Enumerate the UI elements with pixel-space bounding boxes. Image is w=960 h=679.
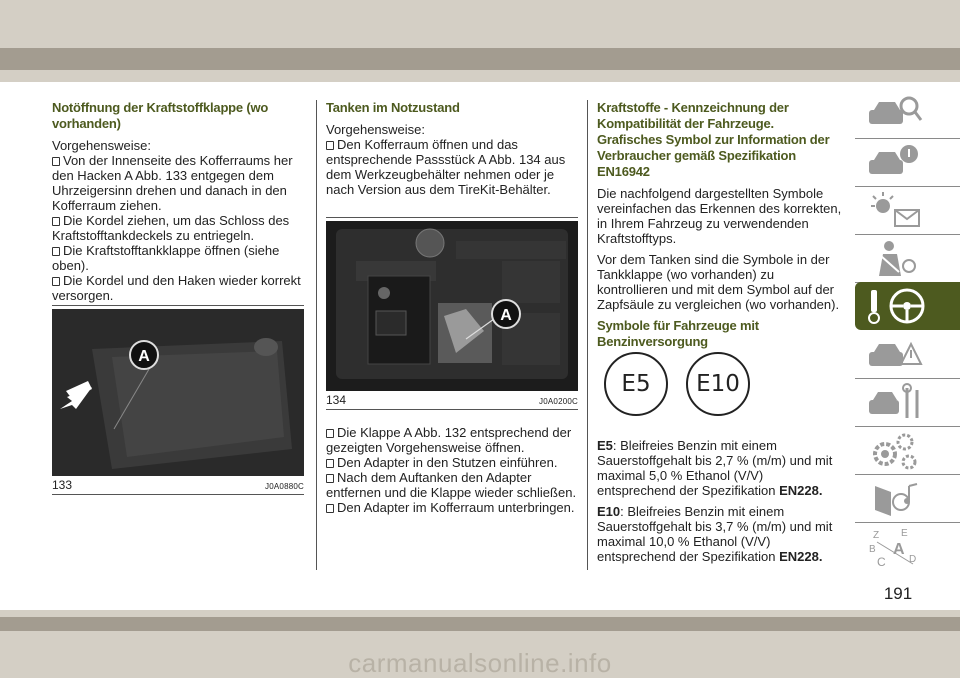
car-info-icon <box>865 92 925 136</box>
trunk-photo <box>52 309 304 476</box>
tab-lights[interactable] <box>855 186 960 235</box>
callout-label: A <box>500 307 512 324</box>
svg-text:Z: Z <box>873 530 880 541</box>
intro-text: Vorgehensweise: <box>326 122 426 137</box>
step-text: Den Adapter in den Stutzen einführen. <box>337 455 558 470</box>
tab-multimedia[interactable] <box>855 474 960 523</box>
step-text: Von der Innenseite des Kofferraums her den Hacken A Abb. 133 entgegen dem Uhrzeigersinn drehen und danach in den Kofferraum ziehen. <box>52 153 293 213</box>
step-text: Den Adapter im Kofferraum unterbringen. <box>337 500 575 515</box>
steering-icon <box>867 284 937 328</box>
list-item <box>326 470 578 500</box>
section-heading: Notöffnung der Kraftstoffklappe (wo vorhanden) <box>52 100 269 131</box>
lights-icon <box>865 188 925 232</box>
svg-text:C: C <box>877 555 886 569</box>
list-item <box>52 243 304 273</box>
paragraph: Die nachfolgend dargestellten Symbole vereinfachen das Erkennen des korrekten, in Ihrem Fahrzeug zu verwendenden Kraftstofftyps. <box>597 186 842 246</box>
list-item <box>326 137 578 197</box>
svg-text:B: B <box>869 544 876 555</box>
intro-text: Vorgehensweise: <box>52 138 152 153</box>
tab-seatbelt[interactable] <box>855 234 960 283</box>
footer-stripe <box>0 617 960 631</box>
step-text: Die Klappe A Abb. 132 entsprechend der gezeigten Vorgehensweise öffnen. <box>326 425 572 455</box>
page-number: 191 <box>883 584 913 603</box>
bullet-icon <box>52 277 60 286</box>
step-text: Den Kofferraum öffnen und das entsprechende Passstück A Abb. 134 aus dem Werkzeugbehälter nehmen oder je nach Version aus dem TireKit-Behälter. <box>326 137 566 197</box>
gears-icon <box>865 428 925 472</box>
toolbox-illustration <box>326 221 578 391</box>
bullet-icon <box>326 429 334 438</box>
bullet-icon <box>326 141 334 150</box>
figure-number: 133 <box>52 478 73 492</box>
tab-car-warning[interactable] <box>855 138 960 187</box>
figure-code: J0A0880C <box>265 482 304 491</box>
figure-caption <box>326 391 578 410</box>
svg-text:D: D <box>909 554 917 565</box>
tab-car-tools[interactable] <box>855 378 960 427</box>
section-heading: Tanken im Notzustand <box>326 100 460 115</box>
tab-index[interactable] <box>855 522 960 570</box>
column-emergency-refuel-steps <box>326 425 578 515</box>
bullet-icon <box>326 474 334 483</box>
header-stripe <box>0 48 960 70</box>
e5-definition: E5: Bleifreies Benzin mit einem Sauerstoffgehalt bis 2,7 % (m/m) und mit maximal 5,0 % Ethanol (V/V) entsprechend der Spezifikation EN228. <box>597 438 833 498</box>
column-divider <box>316 100 317 570</box>
figure-code: J0A0200C <box>539 397 578 406</box>
car-tools-icon <box>865 380 925 424</box>
figure-caption <box>52 476 304 495</box>
paragraph: Vor dem Tanken sind die Symbole in der Tankklappe (wo vorhanden) zu kontrollieren und mit dem Symbol auf der Zapfsäule zu vergleichen (wo vorhanden). <box>597 252 840 312</box>
bullet-icon <box>326 459 334 468</box>
figure-number: 134 <box>326 393 347 407</box>
bullet-icon <box>326 504 334 513</box>
trunk-illustration <box>52 309 304 476</box>
list-item <box>326 425 578 455</box>
callout-label: A <box>138 348 150 365</box>
svg-text:A: A <box>893 541 905 558</box>
tab-crash[interactable] <box>855 330 960 379</box>
figure-133 <box>52 305 304 495</box>
index-icon <box>865 524 925 572</box>
fuel-definitions <box>597 438 842 570</box>
figure-134 <box>326 217 578 410</box>
step-text: Nach dem Auftanken den Adapter entfernen und die Klappe wieder schließen. <box>326 470 577 500</box>
bullet-icon <box>52 217 60 226</box>
column-emergency-refuel <box>326 100 578 197</box>
bullet-icon <box>52 157 60 166</box>
tab-steering[interactable] <box>855 282 960 330</box>
step-text: Die Kordel und den Haken wieder korrekt versorgen. <box>52 273 301 303</box>
section-heading: Kraftstoffe - Kennzeichnung der Kompatibilität der Fahrzeuge. Grafisches Symbol zur Information der Verbraucher gemäß Spezifikation EN16942 <box>597 100 830 179</box>
bullet-icon <box>52 247 60 256</box>
list-item <box>52 153 304 213</box>
list-item <box>52 213 304 243</box>
column-emergency-opening <box>52 100 304 303</box>
seatbelt-icon <box>865 236 925 280</box>
car-warning-icon <box>865 140 925 184</box>
list-item <box>326 455 578 470</box>
e10-definition: E10: Bleifreies Benzin mit einem Sauerstoffgehalt bis 3,7 % (m/m) und mit maximal 10,0 % Ethanol (V/V) entsprechend der Spezifikation EN228. <box>597 504 833 564</box>
watermark: carmanualsonline.info <box>348 648 612 678</box>
multimedia-icon <box>865 476 925 520</box>
e5-symbol: E5 <box>604 352 668 416</box>
step-text: Die Kordel ziehen, um das Schloss des Kraftstofftankdeckels zu entriegeln. <box>52 213 290 243</box>
header-band <box>0 0 960 82</box>
list-item <box>52 273 304 303</box>
column-fuel-symbols <box>597 100 842 356</box>
subheading: Symbole für Fahrzeuge mit Benzinversorgung <box>597 318 759 349</box>
list-item <box>326 500 578 515</box>
svg-text:E: E <box>901 528 908 539</box>
tab-gears[interactable] <box>855 426 960 475</box>
column-divider <box>587 100 588 570</box>
step-text: Die Kraftstofftankklappe öffnen (siehe oben). <box>52 243 280 273</box>
tab-car-info[interactable] <box>855 90 960 139</box>
toolbox-photo <box>326 221 578 391</box>
e10-symbol: E10 <box>686 352 750 416</box>
crash-icon <box>865 332 925 376</box>
